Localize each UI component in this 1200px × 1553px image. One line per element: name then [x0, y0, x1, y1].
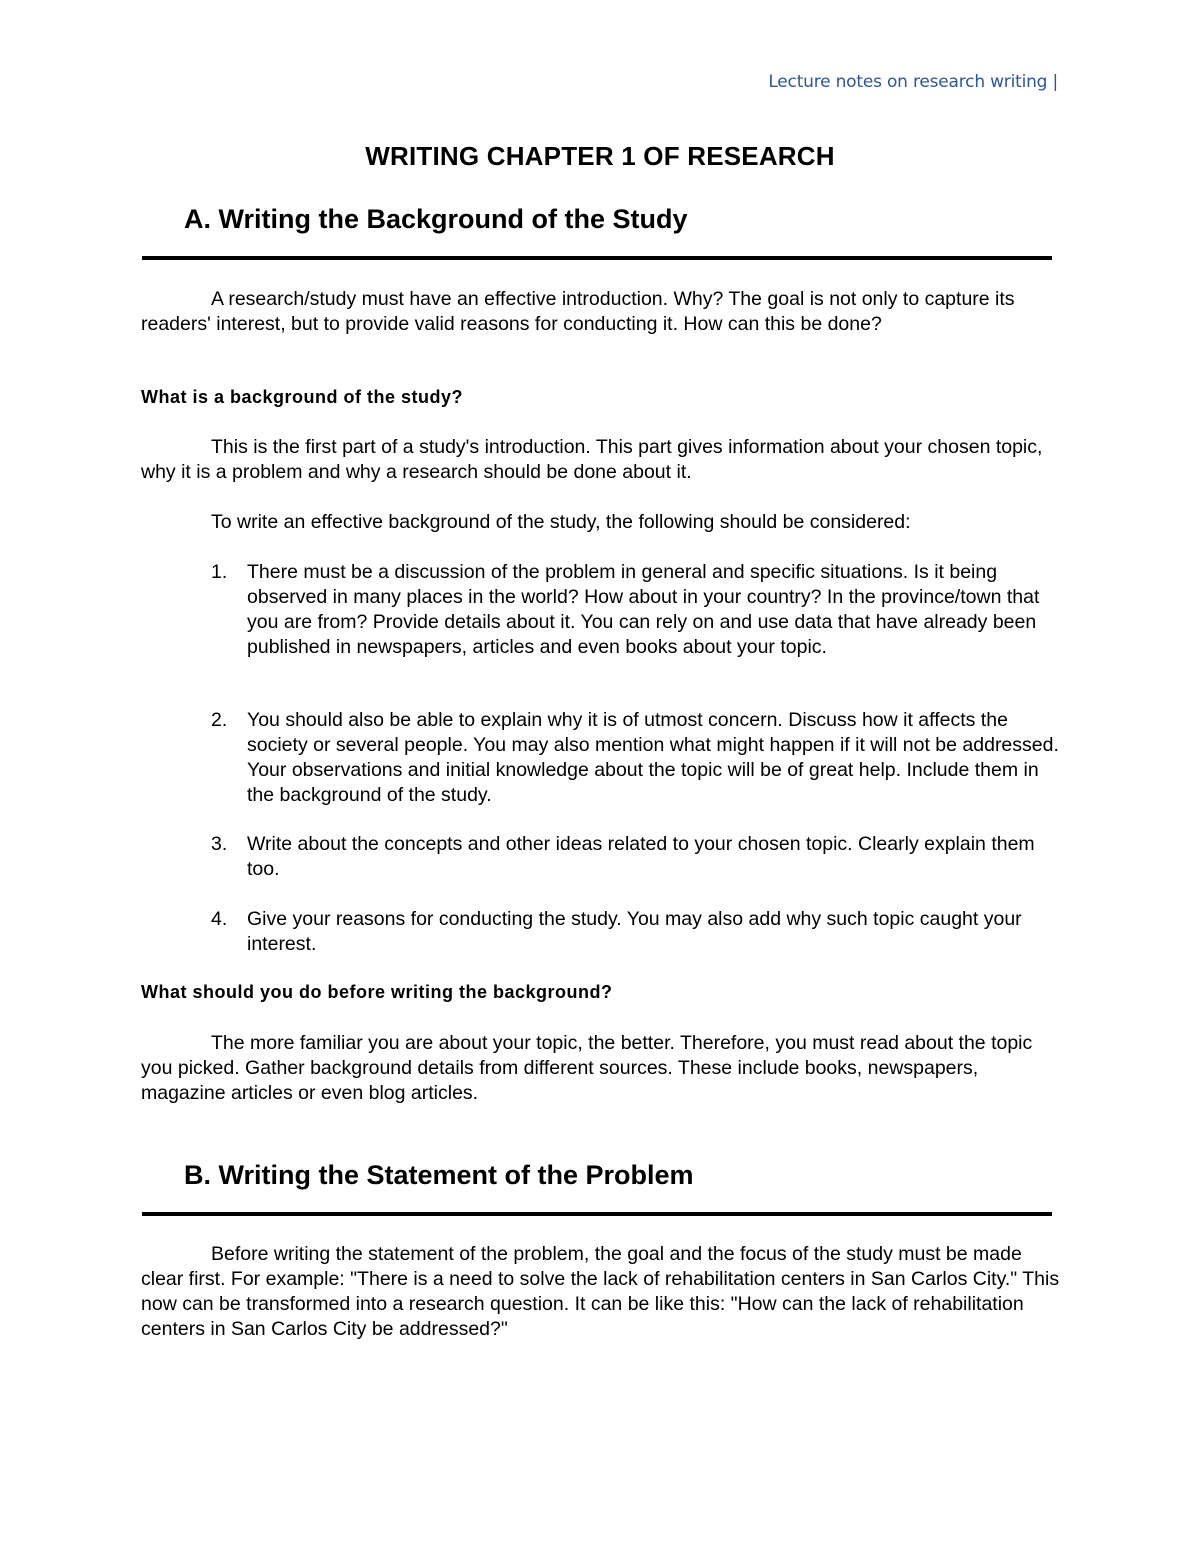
section-a-paragraph-1: [141, 435, 1061, 485]
list-item-text: There must be a discussion of the problem in general and specific situations. Is it being observed in many places in the world? How about in your country? In the province/town that you are from? Provide details about it. You can rely on and use data that have already been published in newspapers, articles and even books about your topic.: [247, 561, 1040, 658]
list-item-text: You should also be able to explain why it is of utmost concern. Discuss how it affects the society or several people. You may also mention what might happen if it will not be addressed. Your observations and initial knowledge about the topic will be of great help. Include them in the background of the study.: [247, 709, 1059, 806]
list-item: [211, 708, 1071, 808]
question-before-writing: What should you do before writing the background?: [141, 982, 613, 1002]
section-a-intro: [141, 287, 1061, 337]
section-a-paragraph-2: [141, 510, 1061, 535]
section-a-intro-text: A research/study must have an effective introduction. Why? The goal is not only to capture its readers' interest, but to provide valid reasons for conducting it. How can this be done?: [141, 288, 1015, 335]
list-item-number: 1.: [211, 561, 228, 583]
section-a-heading: A. Writing the Background of the Study: [184, 204, 688, 234]
section-b-heading: B. Writing the Statement of the Problem: [184, 1160, 694, 1190]
list-item-number: 2.: [211, 709, 228, 731]
question-background: What is a background of the study?: [141, 387, 464, 407]
list-item-number: 3.: [211, 833, 228, 855]
section-b-paragraph-1: [141, 1242, 1061, 1342]
page-title: WRITING CHAPTER 1 OF RESEARCH: [365, 141, 835, 171]
section-a-rule: [142, 256, 1052, 260]
list-item: [211, 560, 1071, 660]
list-item-text: Write about the concepts and other ideas related to your chosen topic. Clearly explain them too.: [247, 833, 1035, 880]
section-a-paragraph-3: [141, 1031, 1061, 1106]
section-a-paragraph-2-text: To write an effective background of the study, the following should be considered:: [211, 511, 911, 533]
section-a-paragraph-1-text: This is the first part of a study's introduction. This part gives information about your chosen topic, why it is a problem and why a research should be done about it.: [141, 436, 1043, 483]
list-item: [211, 832, 1071, 882]
section-b-paragraph-1-text: Before writing the statement of the problem, the goal and the focus of the study must be made clear first. For example: "There is a need to solve the lack of rehabilitation centers in San Carlos City." This now can be transformed into a research question. It can be like this: "How can the lack of rehabilitation centers in San Carlos City be addressed?": [141, 1243, 1060, 1340]
list-item-text: Give your reasons for conducting the study. You may also add why such topic caught your interest.: [247, 908, 1022, 955]
section-b-rule: [142, 1212, 1052, 1216]
list-item-number: 4.: [211, 908, 228, 930]
section-a-paragraph-3-text: The more familiar you are about your topic, the better. Therefore, you must read about the topic you picked. Gather background details from different sources. These include books, newspapers, magazine articles or even blog articles.: [141, 1032, 1033, 1104]
running-header: Lecture notes on research writing |: [768, 72, 1058, 92]
list-item: [211, 907, 1071, 957]
